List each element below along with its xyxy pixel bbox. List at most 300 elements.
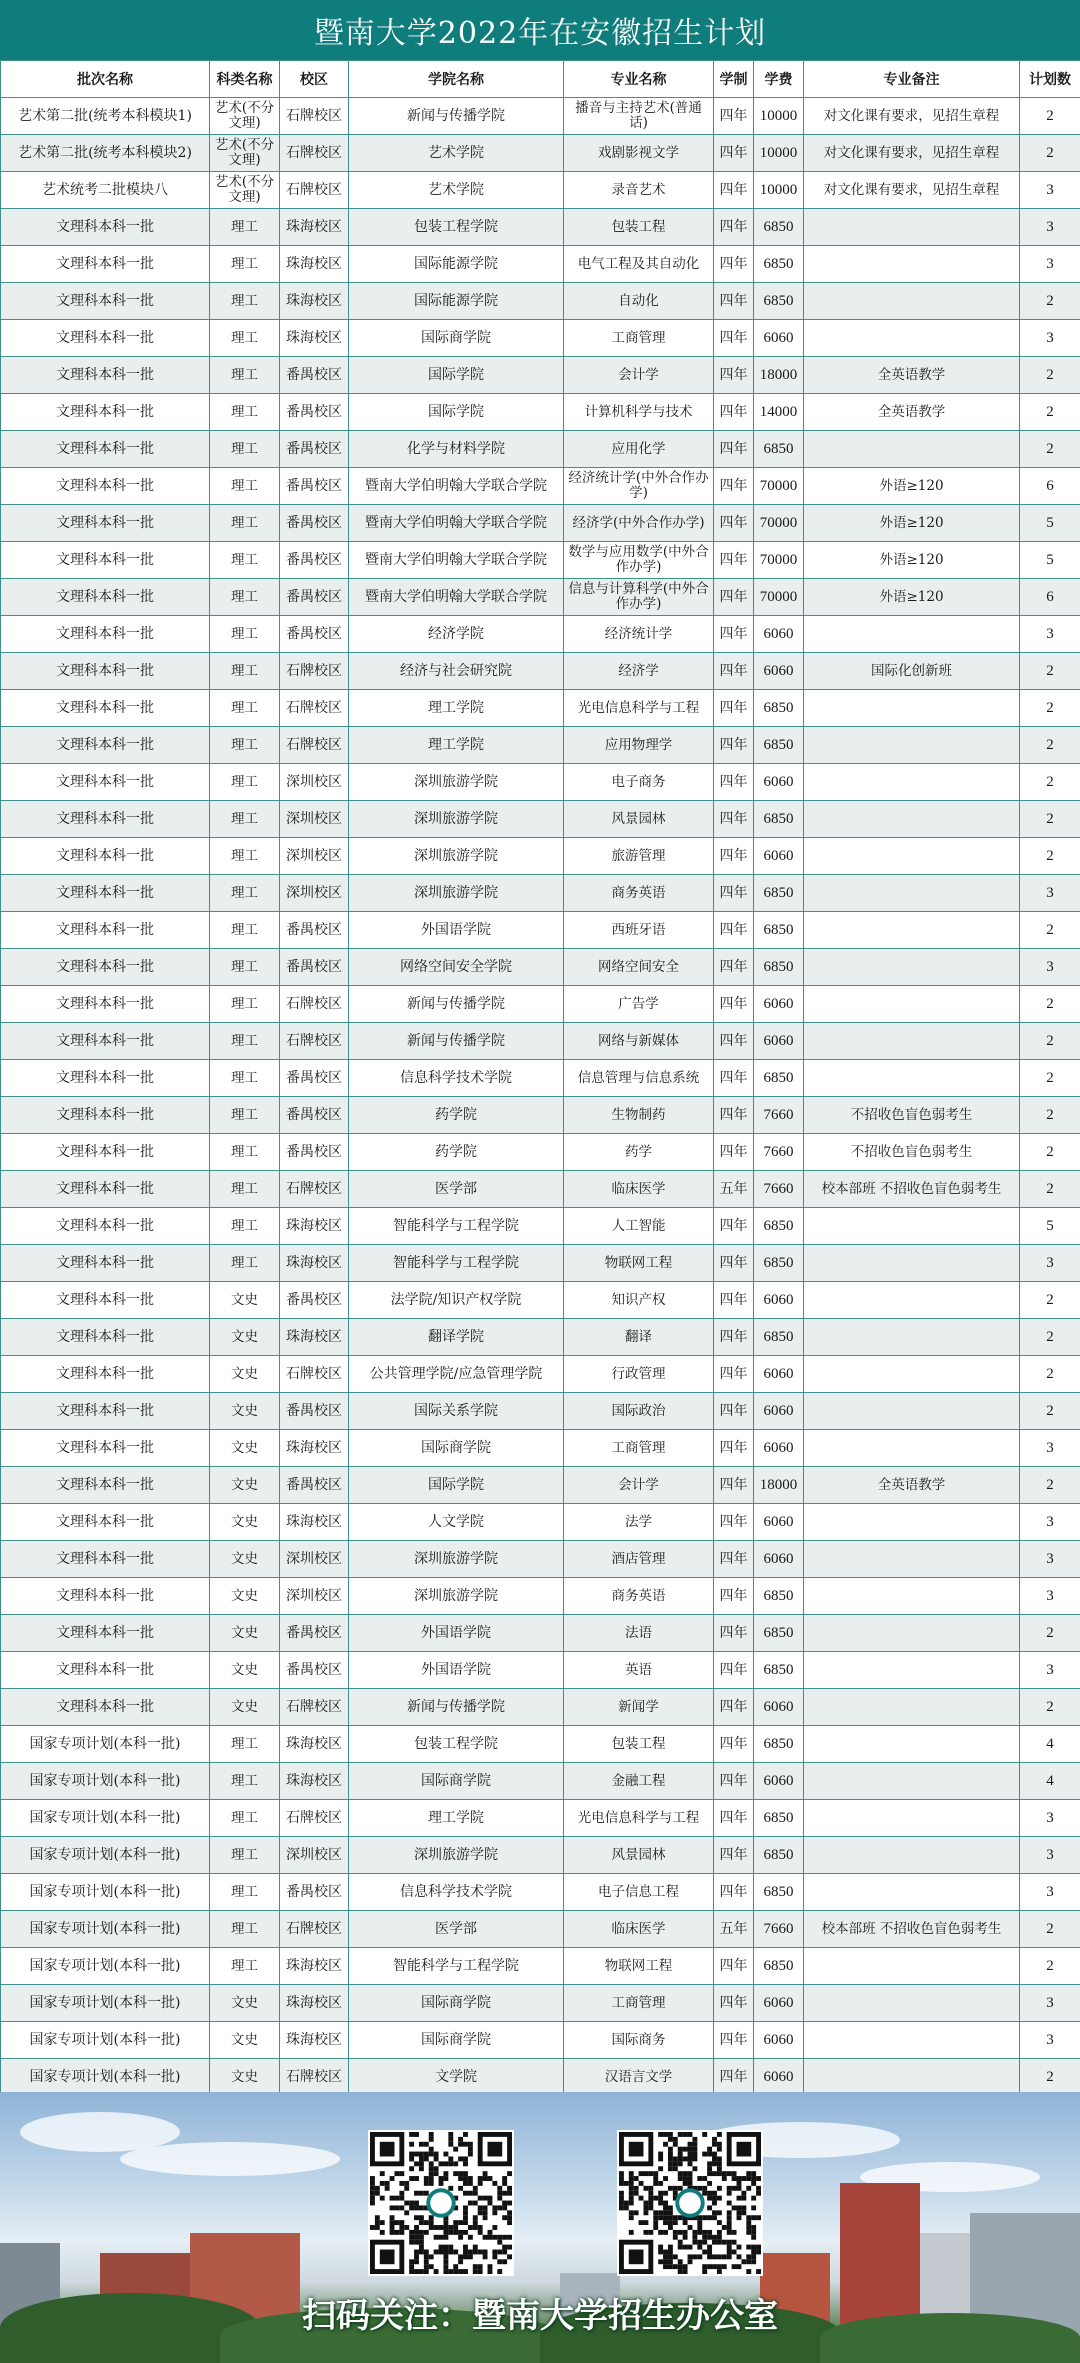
cell-batch: 国家专项计划(本科一批) — [1, 1874, 210, 1911]
cell-major: 信息与计算科学(中外合作办学) — [564, 579, 714, 616]
cell-remark — [804, 1652, 1020, 1689]
cell-major: 电子商务 — [564, 764, 714, 801]
table-row — [1, 1615, 1080, 1652]
cell-college: 翻译学院 — [349, 1319, 564, 1356]
cell-category: 理工 — [210, 727, 280, 764]
cell-batch: 文理科本科一批 — [1, 1134, 210, 1171]
cell-quota: 5 — [1020, 505, 1080, 542]
cell-remark — [804, 912, 1020, 949]
cell-category: 理工 — [210, 468, 280, 505]
cell-duration: 四年 — [714, 1023, 754, 1060]
cell-tuition: 7660 — [754, 1134, 804, 1171]
cell-campus: 深圳校区 — [280, 1541, 349, 1578]
cell-duration: 四年 — [714, 1467, 754, 1504]
cell-duration: 四年 — [714, 616, 754, 653]
cell-duration: 四年 — [714, 986, 754, 1023]
cell-tuition: 6850 — [754, 801, 804, 838]
cell-campus: 珠海校区 — [280, 1430, 349, 1467]
cell-major: 包装工程 — [564, 209, 714, 246]
cell-major: 应用物理学 — [564, 727, 714, 764]
cell-college: 深圳旅游学院 — [349, 838, 564, 875]
cell-remark — [804, 764, 1020, 801]
cell-campus: 石牌校区 — [280, 172, 349, 209]
cell-batch: 文理科本科一批 — [1, 875, 210, 912]
cell-duration: 四年 — [714, 172, 754, 209]
cell-tuition: 10000 — [754, 172, 804, 209]
cell-major: 应用化学 — [564, 431, 714, 468]
cell-campus: 石牌校区 — [280, 986, 349, 1023]
cell-batch: 国家专项计划(本科一批) — [1, 1726, 210, 1763]
cell-college: 艺术学院 — [349, 172, 564, 209]
cell-quota: 2 — [1020, 1948, 1080, 1985]
table-row — [1, 172, 1080, 209]
scan-follow-text: 扫码关注：暨南大学招生办公室 — [302, 2296, 778, 2336]
cell-remark — [804, 1504, 1020, 1541]
cell-batch: 国家专项计划(本科一批) — [1, 1985, 210, 2022]
cell-category: 理工 — [210, 1726, 280, 1763]
cell-quota: 3 — [1020, 1245, 1080, 1282]
cell-tuition: 7660 — [754, 1911, 804, 1948]
cell-category: 理工 — [210, 1208, 280, 1245]
cell-college: 信息科学技术学院 — [349, 1060, 564, 1097]
cell-major: 知识产权 — [564, 1282, 714, 1319]
cell-college: 智能科学与工程学院 — [349, 1948, 564, 1985]
table-row — [1, 98, 1080, 135]
cell-duration: 四年 — [714, 135, 754, 172]
cell-college: 深圳旅游学院 — [349, 875, 564, 912]
cell-college: 国际商学院 — [349, 1985, 564, 2022]
cell-remark: 校本部班 不招收色盲色弱考生 — [804, 1911, 1020, 1948]
cell-batch: 文理科本科一批 — [1, 505, 210, 542]
cell-category: 文史 — [210, 2059, 280, 2096]
cell-duration: 四年 — [714, 875, 754, 912]
cell-quota: 5 — [1020, 1208, 1080, 1245]
cell-duration: 四年 — [714, 394, 754, 431]
cell-remark: 全英语教学 — [804, 357, 1020, 394]
cell-remark — [804, 1208, 1020, 1245]
cell-major: 经济学 — [564, 653, 714, 690]
cell-duration: 四年 — [714, 542, 754, 579]
cell-category: 理工 — [210, 579, 280, 616]
cell-college: 理工学院 — [349, 690, 564, 727]
cell-quota: 3 — [1020, 1504, 1080, 1541]
cell-campus: 番禺校区 — [280, 1134, 349, 1171]
table-row — [1, 1060, 1080, 1097]
table-row — [1, 1689, 1080, 1726]
table-row — [1, 1948, 1080, 1985]
cell-duration: 四年 — [714, 1393, 754, 1430]
cell-tuition: 10000 — [754, 98, 804, 135]
cell-major: 计算机科学与技术 — [564, 394, 714, 431]
cell-campus: 石牌校区 — [280, 98, 349, 135]
cell-category: 文史 — [210, 2022, 280, 2059]
cell-tuition: 7660 — [754, 1171, 804, 1208]
cell-major: 会计学 — [564, 1467, 714, 1504]
cell-tuition: 18000 — [754, 357, 804, 394]
cell-duration: 四年 — [714, 1985, 754, 2022]
cell-college: 化学与材料学院 — [349, 431, 564, 468]
table-row — [1, 1504, 1080, 1541]
cell-college: 新闻与传播学院 — [349, 986, 564, 1023]
cell-campus: 珠海校区 — [280, 1245, 349, 1282]
cell-duration: 四年 — [714, 1060, 754, 1097]
cell-remark: 对文化课有要求，见招生章程 — [804, 98, 1020, 135]
qr-code-right[interactable] — [617, 2130, 763, 2276]
cell-remark — [804, 1541, 1020, 1578]
cell-tuition: 6850 — [754, 1578, 804, 1615]
cell-duration: 四年 — [714, 357, 754, 394]
cell-quota: 3 — [1020, 1985, 1080, 2022]
table-row — [1, 1245, 1080, 1282]
cell-campus: 番禺校区 — [280, 394, 349, 431]
table-row — [1, 1430, 1080, 1467]
table-row — [1, 246, 1080, 283]
cell-campus: 珠海校区 — [280, 320, 349, 357]
cell-campus: 深圳校区 — [280, 764, 349, 801]
cell-tuition: 6060 — [754, 1023, 804, 1060]
table-row — [1, 838, 1080, 875]
cell-remark — [804, 1578, 1020, 1615]
cell-remark — [804, 1763, 1020, 1800]
cell-major: 西班牙语 — [564, 912, 714, 949]
cell-remark — [804, 1726, 1020, 1763]
cell-category: 理工 — [210, 357, 280, 394]
cell-tuition: 6850 — [754, 431, 804, 468]
cell-major: 新闻学 — [564, 1689, 714, 1726]
cell-duration: 四年 — [714, 1652, 754, 1689]
cell-duration: 四年 — [714, 1430, 754, 1467]
cell-tuition: 6060 — [754, 1541, 804, 1578]
cell-major: 英语 — [564, 1652, 714, 1689]
cell-category: 理工 — [210, 1097, 280, 1134]
cell-category: 文史 — [210, 1578, 280, 1615]
cell-tuition: 6850 — [754, 246, 804, 283]
cell-duration: 四年 — [714, 1800, 754, 1837]
page-title — [0, 0, 1080, 60]
header-remark: 专业备注 — [804, 61, 1020, 98]
cell-quota: 2 — [1020, 1134, 1080, 1171]
cell-major: 广告学 — [564, 986, 714, 1023]
cell-college: 医学部 — [349, 1911, 564, 1948]
cell-major: 包装工程 — [564, 1726, 714, 1763]
cell-category: 理工 — [210, 1060, 280, 1097]
cell-batch: 文理科本科一批 — [1, 1615, 210, 1652]
cell-major: 人工智能 — [564, 1208, 714, 1245]
cell-college: 暨南大学伯明翰大学联合学院 — [349, 468, 564, 505]
cell-quota: 2 — [1020, 1615, 1080, 1652]
cell-category: 文史 — [210, 1615, 280, 1652]
cell-campus: 珠海校区 — [280, 209, 349, 246]
cell-batch: 文理科本科一批 — [1, 1652, 210, 1689]
cell-college: 经济学院 — [349, 616, 564, 653]
cell-campus: 深圳校区 — [280, 1578, 349, 1615]
cell-major: 酒店管理 — [564, 1541, 714, 1578]
cell-batch: 文理科本科一批 — [1, 1356, 210, 1393]
cell-quota: 2 — [1020, 394, 1080, 431]
cell-remark: 外语≥120 — [804, 505, 1020, 542]
cell-quota: 5 — [1020, 542, 1080, 579]
cell-category: 理工 — [210, 838, 280, 875]
qr-code-left[interactable] — [368, 2130, 514, 2276]
cell-major: 药学 — [564, 1134, 714, 1171]
cell-batch: 文理科本科一批 — [1, 653, 210, 690]
cell-quota: 2 — [1020, 283, 1080, 320]
cell-batch: 文理科本科一批 — [1, 1023, 210, 1060]
cell-college: 深圳旅游学院 — [349, 1578, 564, 1615]
cell-campus: 番禺校区 — [280, 1097, 349, 1134]
cell-remark — [804, 283, 1020, 320]
cell-campus: 珠海校区 — [280, 283, 349, 320]
cell-campus: 番禺校区 — [280, 542, 349, 579]
cell-college: 经济与社会研究院 — [349, 653, 564, 690]
cell-major: 网络空间安全 — [564, 949, 714, 986]
cell-college: 理工学院 — [349, 1800, 564, 1837]
cell-major: 金融工程 — [564, 1763, 714, 1800]
cell-duration: 四年 — [714, 838, 754, 875]
cell-category: 艺术(不分文理) — [210, 172, 280, 209]
cell-duration: 四年 — [714, 246, 754, 283]
cell-tuition: 6850 — [754, 1208, 804, 1245]
cell-tuition: 6060 — [754, 616, 804, 653]
cell-remark — [804, 1319, 1020, 1356]
cell-quota: 2 — [1020, 98, 1080, 135]
cell-tuition: 6850 — [754, 875, 804, 912]
cell-batch: 文理科本科一批 — [1, 727, 210, 764]
cell-duration: 四年 — [714, 98, 754, 135]
table-row — [1, 1911, 1080, 1948]
cell-batch: 文理科本科一批 — [1, 394, 210, 431]
cell-campus: 石牌校区 — [280, 135, 349, 172]
cell-campus: 石牌校区 — [280, 1171, 349, 1208]
cell-batch: 文理科本科一批 — [1, 542, 210, 579]
cell-tuition: 70000 — [754, 505, 804, 542]
cell-category: 理工 — [210, 394, 280, 431]
cell-batch: 文理科本科一批 — [1, 1578, 210, 1615]
table-row — [1, 135, 1080, 172]
cell-duration: 四年 — [714, 690, 754, 727]
cell-tuition: 6850 — [754, 912, 804, 949]
header-campus: 校区 — [280, 61, 349, 98]
cell-campus: 番禺校区 — [280, 1393, 349, 1430]
cell-tuition: 6850 — [754, 1726, 804, 1763]
cell-remark — [804, 209, 1020, 246]
cell-tuition: 6060 — [754, 1985, 804, 2022]
cell-remark — [804, 1430, 1020, 1467]
cell-major: 经济统计学 — [564, 616, 714, 653]
cell-major: 翻译 — [564, 1319, 714, 1356]
cell-quota: 3 — [1020, 1837, 1080, 1874]
cell-category: 艺术(不分文理) — [210, 98, 280, 135]
cell-remark — [804, 246, 1020, 283]
cell-category: 文史 — [210, 1430, 280, 1467]
table-row — [1, 542, 1080, 579]
cell-campus: 石牌校区 — [280, 1911, 349, 1948]
cell-campus: 番禺校区 — [280, 579, 349, 616]
cell-college: 外国语学院 — [349, 912, 564, 949]
cell-remark — [804, 1615, 1020, 1652]
cell-duration: 五年 — [714, 1171, 754, 1208]
cell-remark — [804, 690, 1020, 727]
cell-campus: 番禺校区 — [280, 1282, 349, 1319]
cell-tuition: 6060 — [754, 1393, 804, 1430]
table-row — [1, 431, 1080, 468]
table-row — [1, 1837, 1080, 1874]
cell-campus: 石牌校区 — [280, 653, 349, 690]
cell-remark — [804, 838, 1020, 875]
cell-category: 文史 — [210, 1504, 280, 1541]
table-row — [1, 1097, 1080, 1134]
cell-college: 智能科学与工程学院 — [349, 1208, 564, 1245]
cell-remark — [804, 801, 1020, 838]
cell-major: 风景园林 — [564, 1837, 714, 1874]
cell-campus: 珠海校区 — [280, 1726, 349, 1763]
header-category: 科类名称 — [210, 61, 280, 98]
cell-college: 文学院 — [349, 2059, 564, 2096]
table-row — [1, 2022, 1080, 2059]
table-row — [1, 505, 1080, 542]
cell-quota: 2 — [1020, 1171, 1080, 1208]
cell-remark — [804, 1245, 1020, 1282]
cell-campus: 番禺校区 — [280, 1060, 349, 1097]
cell-batch: 文理科本科一批 — [1, 616, 210, 653]
cell-duration: 四年 — [714, 801, 754, 838]
cell-duration: 四年 — [714, 1874, 754, 1911]
cell-batch: 文理科本科一批 — [1, 690, 210, 727]
table-row — [1, 764, 1080, 801]
cell-duration: 四年 — [714, 505, 754, 542]
cell-college: 深圳旅游学院 — [349, 764, 564, 801]
cell-batch: 文理科本科一批 — [1, 801, 210, 838]
cell-major: 会计学 — [564, 357, 714, 394]
cell-batch: 艺术第二批(统考本科模块2) — [1, 135, 210, 172]
cell-campus: 珠海校区 — [280, 1319, 349, 1356]
cell-remark — [804, 1874, 1020, 1911]
cell-remark — [804, 727, 1020, 764]
cell-major: 风景园林 — [564, 801, 714, 838]
cell-college: 暨南大学伯明翰大学联合学院 — [349, 542, 564, 579]
cell-campus: 石牌校区 — [280, 1023, 349, 1060]
cell-major: 光电信息科学与工程 — [564, 690, 714, 727]
cell-campus: 深圳校区 — [280, 875, 349, 912]
cell-duration: 四年 — [714, 949, 754, 986]
cell-tuition: 6060 — [754, 1282, 804, 1319]
table-row — [1, 1282, 1080, 1319]
table-row — [1, 1541, 1080, 1578]
cell-batch: 文理科本科一批 — [1, 1319, 210, 1356]
cell-major: 数学与应用数学(中外合作办学) — [564, 542, 714, 579]
cell-remark — [804, 616, 1020, 653]
table-row — [1, 209, 1080, 246]
cell-college: 国际商学院 — [349, 320, 564, 357]
cell-campus: 石牌校区 — [280, 1356, 349, 1393]
cell-remark: 对文化课有要求，见招生章程 — [804, 135, 1020, 172]
table-row — [1, 357, 1080, 394]
cell-tuition: 70000 — [754, 542, 804, 579]
cell-duration: 四年 — [714, 209, 754, 246]
cell-college: 艺术学院 — [349, 135, 564, 172]
cell-quota: 3 — [1020, 1652, 1080, 1689]
qr-code-icon — [370, 2132, 512, 2274]
cell-category: 理工 — [210, 653, 280, 690]
cell-major: 光电信息科学与工程 — [564, 1800, 714, 1837]
cell-duration: 四年 — [714, 1615, 754, 1652]
cell-duration: 四年 — [714, 653, 754, 690]
cell-remark — [804, 1060, 1020, 1097]
header-duration: 学制 — [714, 61, 754, 98]
cell-duration: 四年 — [714, 1726, 754, 1763]
cell-tuition: 6060 — [754, 1356, 804, 1393]
cell-category: 理工 — [210, 431, 280, 468]
cell-category: 文史 — [210, 1689, 280, 1726]
cell-campus: 番禺校区 — [280, 431, 349, 468]
cell-quota: 2 — [1020, 653, 1080, 690]
cell-quota: 2 — [1020, 2059, 1080, 2096]
cell-category: 理工 — [210, 986, 280, 1023]
cell-category: 理工 — [210, 1800, 280, 1837]
cell-category: 理工 — [210, 1837, 280, 1874]
table-row — [1, 1356, 1080, 1393]
cell-batch: 文理科本科一批 — [1, 1060, 210, 1097]
cell-tuition: 10000 — [754, 135, 804, 172]
cell-quota: 2 — [1020, 764, 1080, 801]
cell-campus: 深圳校区 — [280, 801, 349, 838]
cell-batch: 文理科本科一批 — [1, 468, 210, 505]
cell-category: 理工 — [210, 1763, 280, 1800]
cell-college: 国际学院 — [349, 1467, 564, 1504]
cell-campus: 珠海校区 — [280, 1208, 349, 1245]
cell-batch: 文理科本科一批 — [1, 949, 210, 986]
cell-major: 物联网工程 — [564, 1245, 714, 1282]
cell-batch: 文理科本科一批 — [1, 1171, 210, 1208]
cell-major: 工商管理 — [564, 1430, 714, 1467]
cell-quota: 3 — [1020, 1800, 1080, 1837]
cell-tuition: 6850 — [754, 727, 804, 764]
cell-quota: 3 — [1020, 1578, 1080, 1615]
cell-duration: 四年 — [714, 283, 754, 320]
cell-remark — [804, 2022, 1020, 2059]
cell-campus: 石牌校区 — [280, 727, 349, 764]
cell-college: 深圳旅游学院 — [349, 801, 564, 838]
cell-quota: 2 — [1020, 1023, 1080, 1060]
cell-remark — [804, 1837, 1020, 1874]
cell-college: 国际商学院 — [349, 2022, 564, 2059]
table-row — [1, 1319, 1080, 1356]
cell-batch: 文理科本科一批 — [1, 1467, 210, 1504]
table-row — [1, 912, 1080, 949]
cell-duration: 四年 — [714, 727, 754, 764]
header-batch: 批次名称 — [1, 61, 210, 98]
cell-duration: 四年 — [714, 1319, 754, 1356]
cell-major: 法学 — [564, 1504, 714, 1541]
cell-batch: 国家专项计划(本科一批) — [1, 1800, 210, 1837]
cell-remark: 校本部班 不招收色盲色弱考生 — [804, 1171, 1020, 1208]
cell-duration: 四年 — [714, 1689, 754, 1726]
cell-major: 网络与新媒体 — [564, 1023, 714, 1060]
cell-quota: 6 — [1020, 579, 1080, 616]
cell-major: 电气工程及其自动化 — [564, 246, 714, 283]
cell-tuition: 6850 — [754, 1948, 804, 1985]
cell-college: 深圳旅游学院 — [349, 1541, 564, 1578]
cell-category: 文史 — [210, 1356, 280, 1393]
enrollment-plan-table — [0, 60, 1080, 2096]
cell-major: 国际商务 — [564, 2022, 714, 2059]
cell-tuition: 6060 — [754, 653, 804, 690]
cell-college: 新闻与传播学院 — [349, 98, 564, 135]
cell-category: 理工 — [210, 1245, 280, 1282]
cell-quota: 2 — [1020, 1356, 1080, 1393]
cell-major: 录音艺术 — [564, 172, 714, 209]
cell-remark: 全英语教学 — [804, 394, 1020, 431]
